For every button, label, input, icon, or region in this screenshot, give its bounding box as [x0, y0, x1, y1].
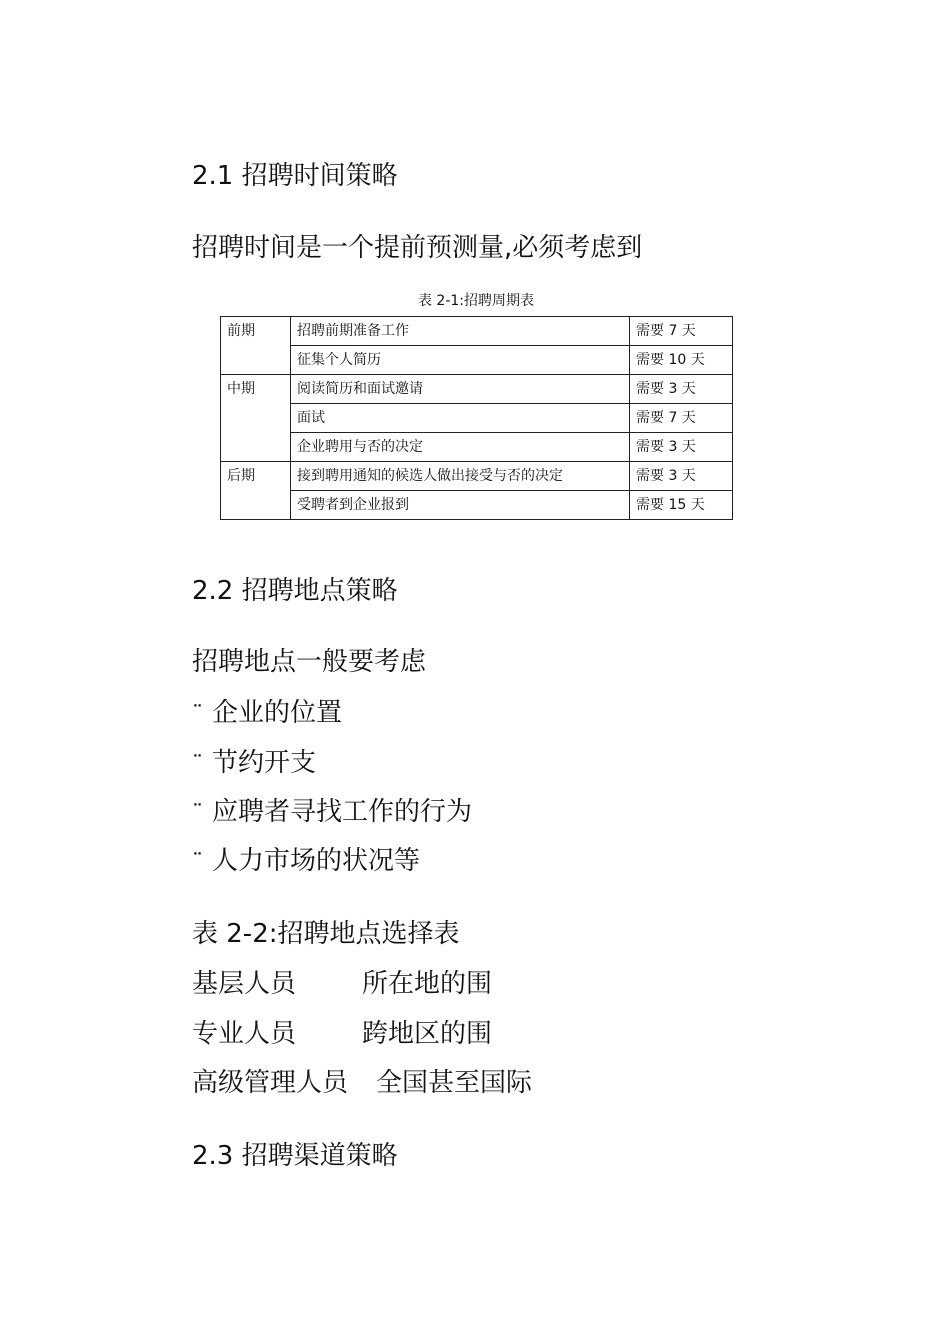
- bullet-text: 人力市场的状况等: [212, 846, 421, 876]
- section-2-1-text: 招聘时间是一个提前预测量,必须考虑到: [192, 233, 643, 263]
- task-cell: 受聘者到企业报到: [291, 491, 630, 520]
- bullet-item: [192, 845, 420, 879]
- location-row: [192, 1067, 533, 1099]
- table-row: [221, 404, 733, 433]
- task-cell: 面试: [291, 404, 630, 433]
- task-cell: 征集个人简历: [291, 346, 630, 375]
- section-2-2-text: 招聘地点一般要考虑: [192, 647, 427, 677]
- task-cell: 阅读简历和面试邀请: [291, 375, 630, 404]
- phase-cell: 中期: [221, 375, 291, 462]
- staff-level: 基层人员: [192, 969, 297, 999]
- recruitment-period-table: [220, 316, 733, 520]
- phase-cell: 前期: [221, 317, 291, 375]
- duration-cell: 需要 3 天: [630, 375, 733, 404]
- table-row: [221, 491, 733, 520]
- duration-cell: 需要 7 天: [630, 317, 733, 346]
- table-row: [221, 433, 733, 462]
- section-2-1-title: 2.1 招聘时间策略: [192, 161, 398, 191]
- task-cell: 招聘前期准备工作: [291, 317, 630, 346]
- bullet-item: [192, 796, 472, 830]
- duration-cell: 需要 10 天: [630, 346, 733, 375]
- task-cell: 企业聘用与否的决定: [291, 433, 630, 462]
- bullet-marker: ¨: [192, 752, 203, 777]
- section-2-2-title: 2.2 招聘地点策略: [192, 576, 398, 606]
- location-row: [192, 1018, 493, 1050]
- recruit-scope: 所在地的围: [362, 969, 493, 999]
- table-row: [221, 462, 733, 491]
- duration-cell: 需要 15 天: [630, 491, 733, 520]
- duration-cell: 需要 3 天: [630, 462, 733, 491]
- bullet-marker: ¨: [192, 702, 203, 727]
- recruit-scope: 跨地区的围: [362, 1019, 493, 1049]
- bullet-item: [192, 747, 316, 781]
- table-row: [221, 346, 733, 375]
- staff-level: 专业人员: [192, 1019, 297, 1049]
- bullet-item: [192, 697, 342, 731]
- staff-level: 高级管理人员: [192, 1068, 349, 1098]
- duration-cell: 需要 3 天: [630, 433, 733, 462]
- table-row: [221, 375, 733, 404]
- bullet-text: 节约开支: [212, 748, 317, 778]
- bullet-marker: ¨: [192, 801, 203, 826]
- task-cell: 接到聘用通知的候选人做出接受与否的决定: [291, 462, 630, 491]
- location-row: [192, 968, 493, 1000]
- bullet-text: 应聘者寻找工作的行为: [212, 797, 473, 827]
- bullet-marker: ¨: [192, 850, 203, 875]
- section-2-3-title: 2.3 招聘渠道策略: [192, 1141, 398, 1171]
- bullet-text: 企业的位置: [212, 698, 343, 728]
- table-row: [221, 317, 733, 346]
- phase-cell: 后期: [221, 462, 291, 520]
- duration-cell: 需要 7 天: [630, 404, 733, 433]
- recruit-scope: 全国甚至国际: [376, 1068, 533, 1098]
- table-2-1-caption: 表 2-1:招聘周期表: [417, 293, 535, 309]
- table-2-2-caption: 表 2-2:招聘地点选择表: [192, 919, 460, 949]
